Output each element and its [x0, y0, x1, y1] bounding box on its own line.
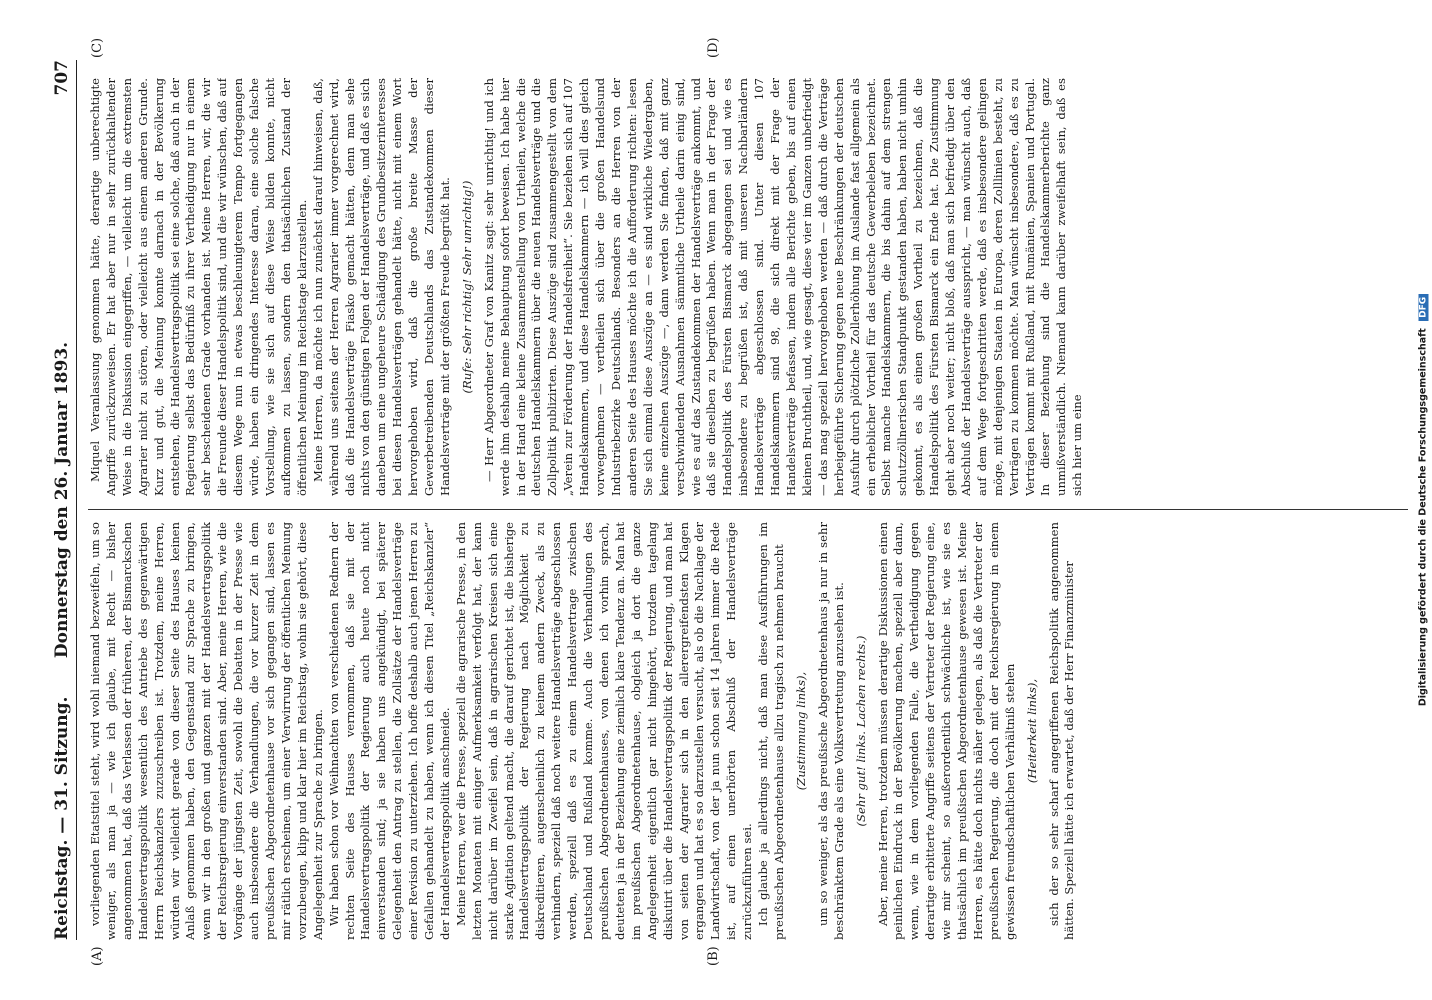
- left-column: [88, 522, 1408, 940]
- interjection: (Heiterkeit links),: [1024, 678, 1039, 784]
- paragraph: Aber, meine Herren, trotzdem müssen derartige Diskussionen einen peinlichen Eindruck in der Bevölkerung machen, speziell aber dann, wenn, wie in dem vorliegenden Falle, die Vertheidigung gegen derartige erbitterte Angriffe seitens der Vertreter der Regierung eine, wie mir scheint, so außerordentlich schwächliche ist, wie sie es thatsächlich im preußischen Abgeordnetenhause gewesen ist. Meine Herren, es hätte doch nichts näher gelegen, als daß die Vertreter der preußischen Regierung, die doch mit der Reichsregierung in einem gewissen freundschaftlichen Verhältniß stehen: [875, 522, 1017, 940]
- rotated-page: [16, 20, 1416, 980]
- paragraph: vorliegenden Etatstitel steht, wird wohl niemand bezweifeln, um so weniger, als man ja — wie ich glaube, mit Recht — bisher angenommen hat, daß das Verlassen der früheren, der Bismarckschen Handelsvertragspolitik wesentlich des Antriebe des gegenwärtigen Herrn Reichskanzlers zuzuschreiben ist. Trotzdem, meine Herren, würden wir vielleicht gerade von dieser Seite des Hauses keinen Anlaß genommen haben, den Gegenstand zur Sprache zu bringen, wenn wir in den großen und ganzen mit der Handelsvertragspolitik der Reichsregierung einverstanden sind. Aber, meine Herren, wie die Vorgänge der jüngsten Zeit, sowohl die Debatten in der Presse wie auch insbesondere die Verhandlungen, die vor kurzer Zeit in dem preußischen Abgeordnetenhause vor sich gegangen sind, lassen es mir rätlich erscheinen, um einer Verwirrung der öffentlichen Meinung vorzubeugen, klipp und klar hier im Reichstag, wohin sie gehört, diese Angelegenheit zur Sprache zu bringen.: [88, 522, 325, 940]
- paragraph: sich der so sehr scharf angegriffenen Reichspolitik angenommen hätten. Speziell hätte ich erwartet, daß der Herr Finanzminister: [1046, 522, 1077, 940]
- paragraph: um so weniger, als das preußische Abgeordnetenhaus ja nur in sehr beschränktem Grade als eine Volksvertretung anzusehen ist.: [815, 522, 846, 940]
- dfg-logo: DFG: [1419, 294, 1429, 321]
- header-date: Donnerstag den 26. Januar 1893.: [52, 341, 72, 659]
- page-number: 707: [52, 60, 72, 96]
- margin-marker-a: (A): [90, 946, 105, 966]
- interjection: (Rufe: Sehr richtig! Sehr unrichtig!): [459, 180, 474, 394]
- interjection: (Zustimmung links),: [793, 671, 808, 791]
- interjection: (Sehr gut! links. Lachen rechts.): [853, 635, 868, 827]
- paragraph: Meine Herren, da möchte ich nun zunächst darauf hinweisen, daß, während uns seitens der Herren Agrarier immer vorgerechnet wird, daß die Handelsverträge Fiasko gemacht hätten, denn man sehe nichts von den günstigen Folgen der Handelsverträge, und daß es sich daneben um eine ungeheure Schädigung des Grundbesitzerinteresses bei diesen Handelsverträgen gehandelt hätte, nicht mit einem Wort hervorgehoben wird, daß die große breite Masse der Gewerbetreibenden Deutschlands das Zustandekommen dieser Handelsverträge mit der größten Freude begrüßt hat.: [310, 78, 452, 496]
- digitization-note: [1416, 10, 1430, 990]
- paragraph: Ich glaube ja allerdings nicht, daß man diese Ausführungen im preußischen Abgeordnetenhause allzu tragisch zu nehmen braucht: [756, 522, 786, 940]
- margin-marker-d: (D): [706, 37, 721, 58]
- right-column: [88, 78, 1408, 496]
- margin-marker-c: (C): [90, 37, 105, 58]
- page-header: [46, 60, 77, 940]
- paragraph: Miquel Veranlassung genommen hätte, derartige unberechtigte Angriffe zurückzuweisen. Er hat aber nur in sehr zurückhaltender Weise in die Diskussion eingegriffen, — vielleicht um die extremsten Agrarier nicht zu stören, oder vielleicht aus einem anderen Grunde. Kurz und gut, die Meinung konnte darnach in der Bevölkerung entstehen, die Handelsvertragspolitik sei eine solche, daß auch in der Regierung selbst das Bedürfniß zu ihrer Vertheidigung nur in einem sehr bescheidenen Grade vorhanden ist. Meine Herren, wir, die wir die Freunde dieser Handelspolitik sind, und die wir wünschen, daß auf diesem Wege nun in etwas beschleunigterem Tempo fortgegangen würde, haben ein dringendes Interesse daran, eine solche falsche Vorstellung, wie sie sich auf diese Weise bilden konnte, nicht aufkommen zu lassen, sondern den thatsächlichen Zustand der öffentlichen Meinung im Reichstage klarzustellen.: [88, 78, 309, 496]
- margin-marker-b: (B): [706, 946, 721, 966]
- column-divider: [88, 509, 1408, 510]
- paragraph: — Herr Abgeordneter Graf von Kanitz sagt: sehr unrichtig! und ich werde ihm deshalb meine Behauptung sofort beweisen. Ich habe hier in der Hand eine kleine Zusammenstellung von Urtheilen, welche die deutschen Handelskammern über die neuen Handelsverträge und die Zollpolitik publizirten. Diese Auszüge sind zusammengestellt von dem „Verein zur Förderung der Handelsfreiheit“. Sie beziehen sich auf 107 Handelskammern, und diese Handelskammern — ich will dies gleich vorwegnehmen — vertheilen sich über die großen Handelsund Industriebezirke Deutschlands. Besonders an die Herren von der anderen Seite des Hauses möchte ich die Aufforderung richten: lesen Sie sich einmal diese Auszüge an — es sind wirkliche Wiedergaben, keine einzelnen Auszüge —, dann werden Sie finden, daß mit ganz verschwindenden Ausnahmen sämmtliche Urtheile darin einig sind, wie es auf das Zustandekommen der Handelsverträge ankommt, und daß sie dieselben zu begrüßen haben. Wenn man in der Frage der Handelspolitik des Fürsten Bismarck abgegangen sei und wie es insbesondere zu begrüßen ist, daß mit unseren Nachbarländern Handelsverträge abgeschlossen sind. Unter diesen 107 Handelskammern sind 98, die sich direkt mit der Frage der Handelsverträge befassen, indem alle Berichte geben, bis auf einen kleinen Bruchtheil, und, wie gesagt, diese vier im Ganzen unbefriedigt — das mag speziell hervorgehoben werden — daß durch die Verträge herbeigeführte Sicherung gegen neue Beschränkungen der deutschen Ausfuhr durch plötzliche Zollerhöhung im Auslande fast allgemein als ein erheblicher Vortheil für das deutsche Gewerbeleben bezeichnet. Selbst manche Handelskammern, die bis dahin auf dem strengen schutzzöllnerischen Standpunkt gestanden haben, haben nicht umhin gekonnt, es als einen großen Vortheil zu bezeichnen, daß die Handelspolitik des Fürsten Bismarck ein Ende hat. Die Zustimmung geht aber noch weiter; nicht bloß, daß man sich befriedigt über den Abschluß der Handelsverträge ausspricht, — man wünscht auch, daß auf dem Wege fortgeschritten werde, daß es insbesondere gelingen möge, mit denjenigen Staaten in Europa, deren Zolllinien besteht, zu Verträgen zu kommen möchte. Man wünscht insbesondere, daß es zu Verträgen kommt mit Rußland, mit Rumänien, Spanien und Portugal. In dieser Beziehung sind die Handelskammerberichte ganz unmißverständlich. Niemand kann darüber zweifelhaft sein, daß es sich hier um eine: [481, 78, 1085, 496]
- header-session: Reichstag. — 31. Sitzung.: [52, 696, 72, 940]
- digitization-credit: Digitalisierung gefördert durch die Deutsche Forschungsgemeinschaft: [1417, 328, 1429, 707]
- paragraph: Wir haben schon vor Weihnachten von verschiedenen Rednern der rechten Seite des Hauses vernommen, daß sie mit der Handelsvertragspolitik der Regierung auch heute noch nicht einverstanden sind; ja sie haben uns angekündigt, bei späterer Gelegenheit den Antrag zu stellen, die Zollsätze der Handelsverträge einer Revision zu unterziehen. Ich hoffe deshalb auch jenen Herren zu Gefallen gehandelt zu haben, wenn ich diesen Titel „Reichskanzler“ der Handelsvertragspolitik anschneide.: [326, 522, 452, 940]
- paragraph: Meine Herren, wer die Presse, speziell die agrarische Presse, in den letzten Monaten mit einiger Aufmerksamkeit verfolgt hat, der kann nicht darüber im Zweifel sein, daß in agrarischen Kreisen sich eine starke Agitation geltend macht, die darauf gerichtet ist, die bisherige Handelsvertragspolitik der Regierung nach Möglichkeit zu diskreditieren, augenscheinlich zu keinem andern Zweck, als zu verhindern, speziell daß noch weitere Handelsverträge abgeschlossen werden, speziell daß es zu einem Handelsvertrage zwischen Deutschland und Rußland komme. Auch die Verhandlungen des preußischen Abgeordnetenhauses, von denen ich vorhin sprach, deuteten ja in der Beziehung eine ziemlich klare Tendenz an. Man hat im preußischen Abgeordnetenhause, obgleich ja dort die ganze Angelegenheit eigentlich gar nicht hingehört, trotzdem tagelang diskutirt über die Handelsvertragspolitik der Regierung, und man hat von seiten der Agrarier sich in den allerergreifendsten Klagen ergangen und hat es so darzustellen versucht, als ob die Nachlage der Landwirtschaft, von der ja nun schon seit 14 Jahren immer die Rede ist, auf einen unerhörten Abschluß der Handelsverträge zurückzuführen sei.: [453, 522, 755, 940]
